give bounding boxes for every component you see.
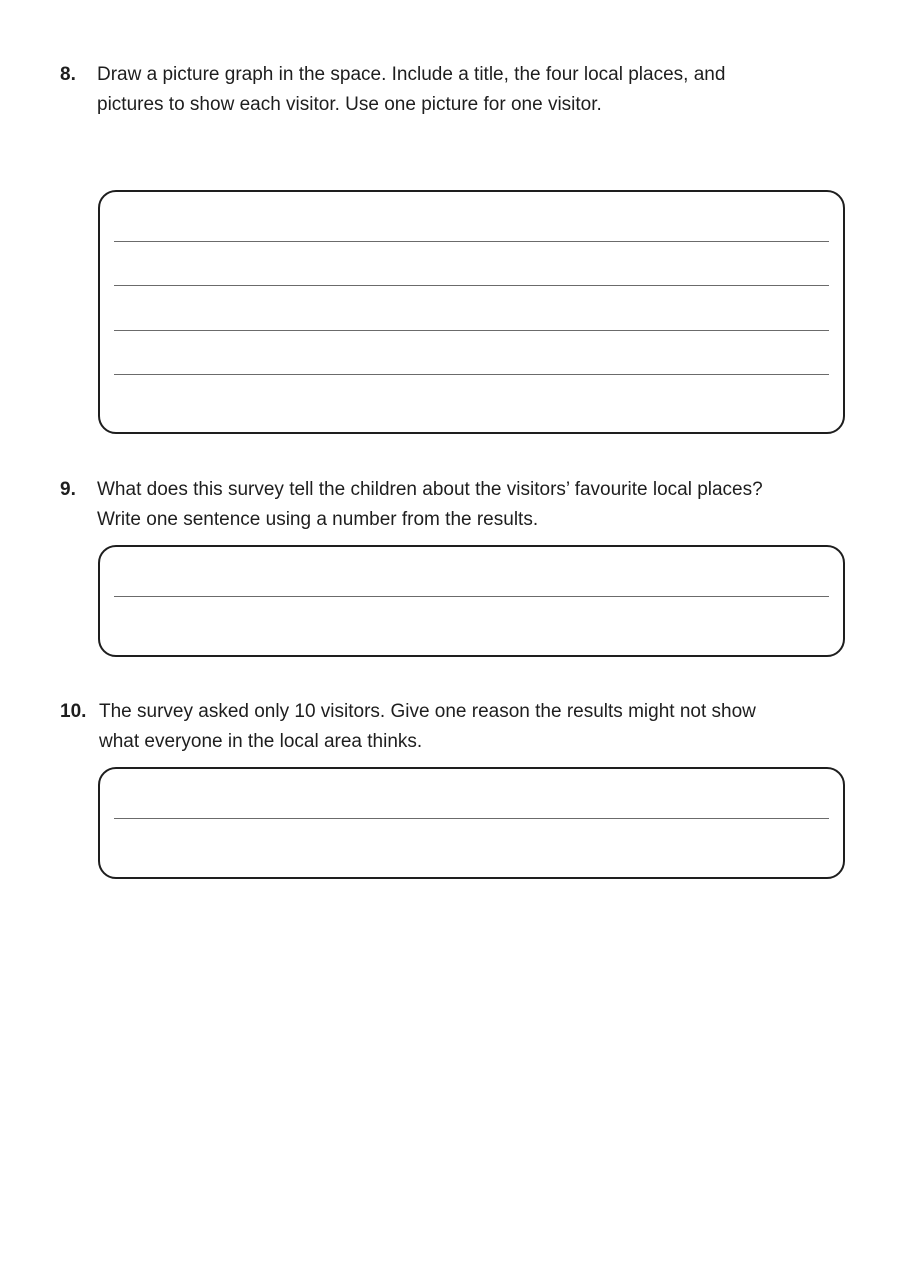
- question-number: 10.: [60, 701, 87, 722]
- question-text-line: What does this survey tell the children about the visitors’ favourite local places?: [97, 479, 763, 500]
- answer-box-q8[interactable]: [98, 190, 845, 434]
- question-text: [99, 697, 860, 757]
- writing-line: [114, 241, 829, 242]
- writing-line: [114, 818, 829, 819]
- answer-box-q9[interactable]: [98, 545, 845, 657]
- question-text-line: what everyone in the local area thinks.: [99, 731, 423, 752]
- question-text: [97, 60, 860, 120]
- writing-line: [114, 330, 829, 331]
- question-9: [60, 475, 860, 535]
- answer-box-q10[interactable]: [98, 767, 845, 879]
- writing-line: [114, 285, 829, 286]
- question-text-line: Write one sentence using a number from the results.: [97, 509, 539, 530]
- question-number: 8.: [60, 64, 76, 85]
- writing-line: [114, 374, 829, 375]
- question-text-line: The survey asked only 10 visitors. Give one reason the results might not show: [99, 701, 756, 722]
- question-text-line: Draw a picture graph in the space. Include a title, the four local places, and: [97, 64, 726, 85]
- question-8: [60, 60, 860, 120]
- writing-line: [114, 596, 829, 597]
- question-number: 9.: [60, 479, 76, 500]
- question-text-line: pictures to show each visitor. Use one picture for one visitor.: [97, 94, 602, 115]
- question-text: [97, 475, 860, 535]
- question-10: [60, 697, 860, 757]
